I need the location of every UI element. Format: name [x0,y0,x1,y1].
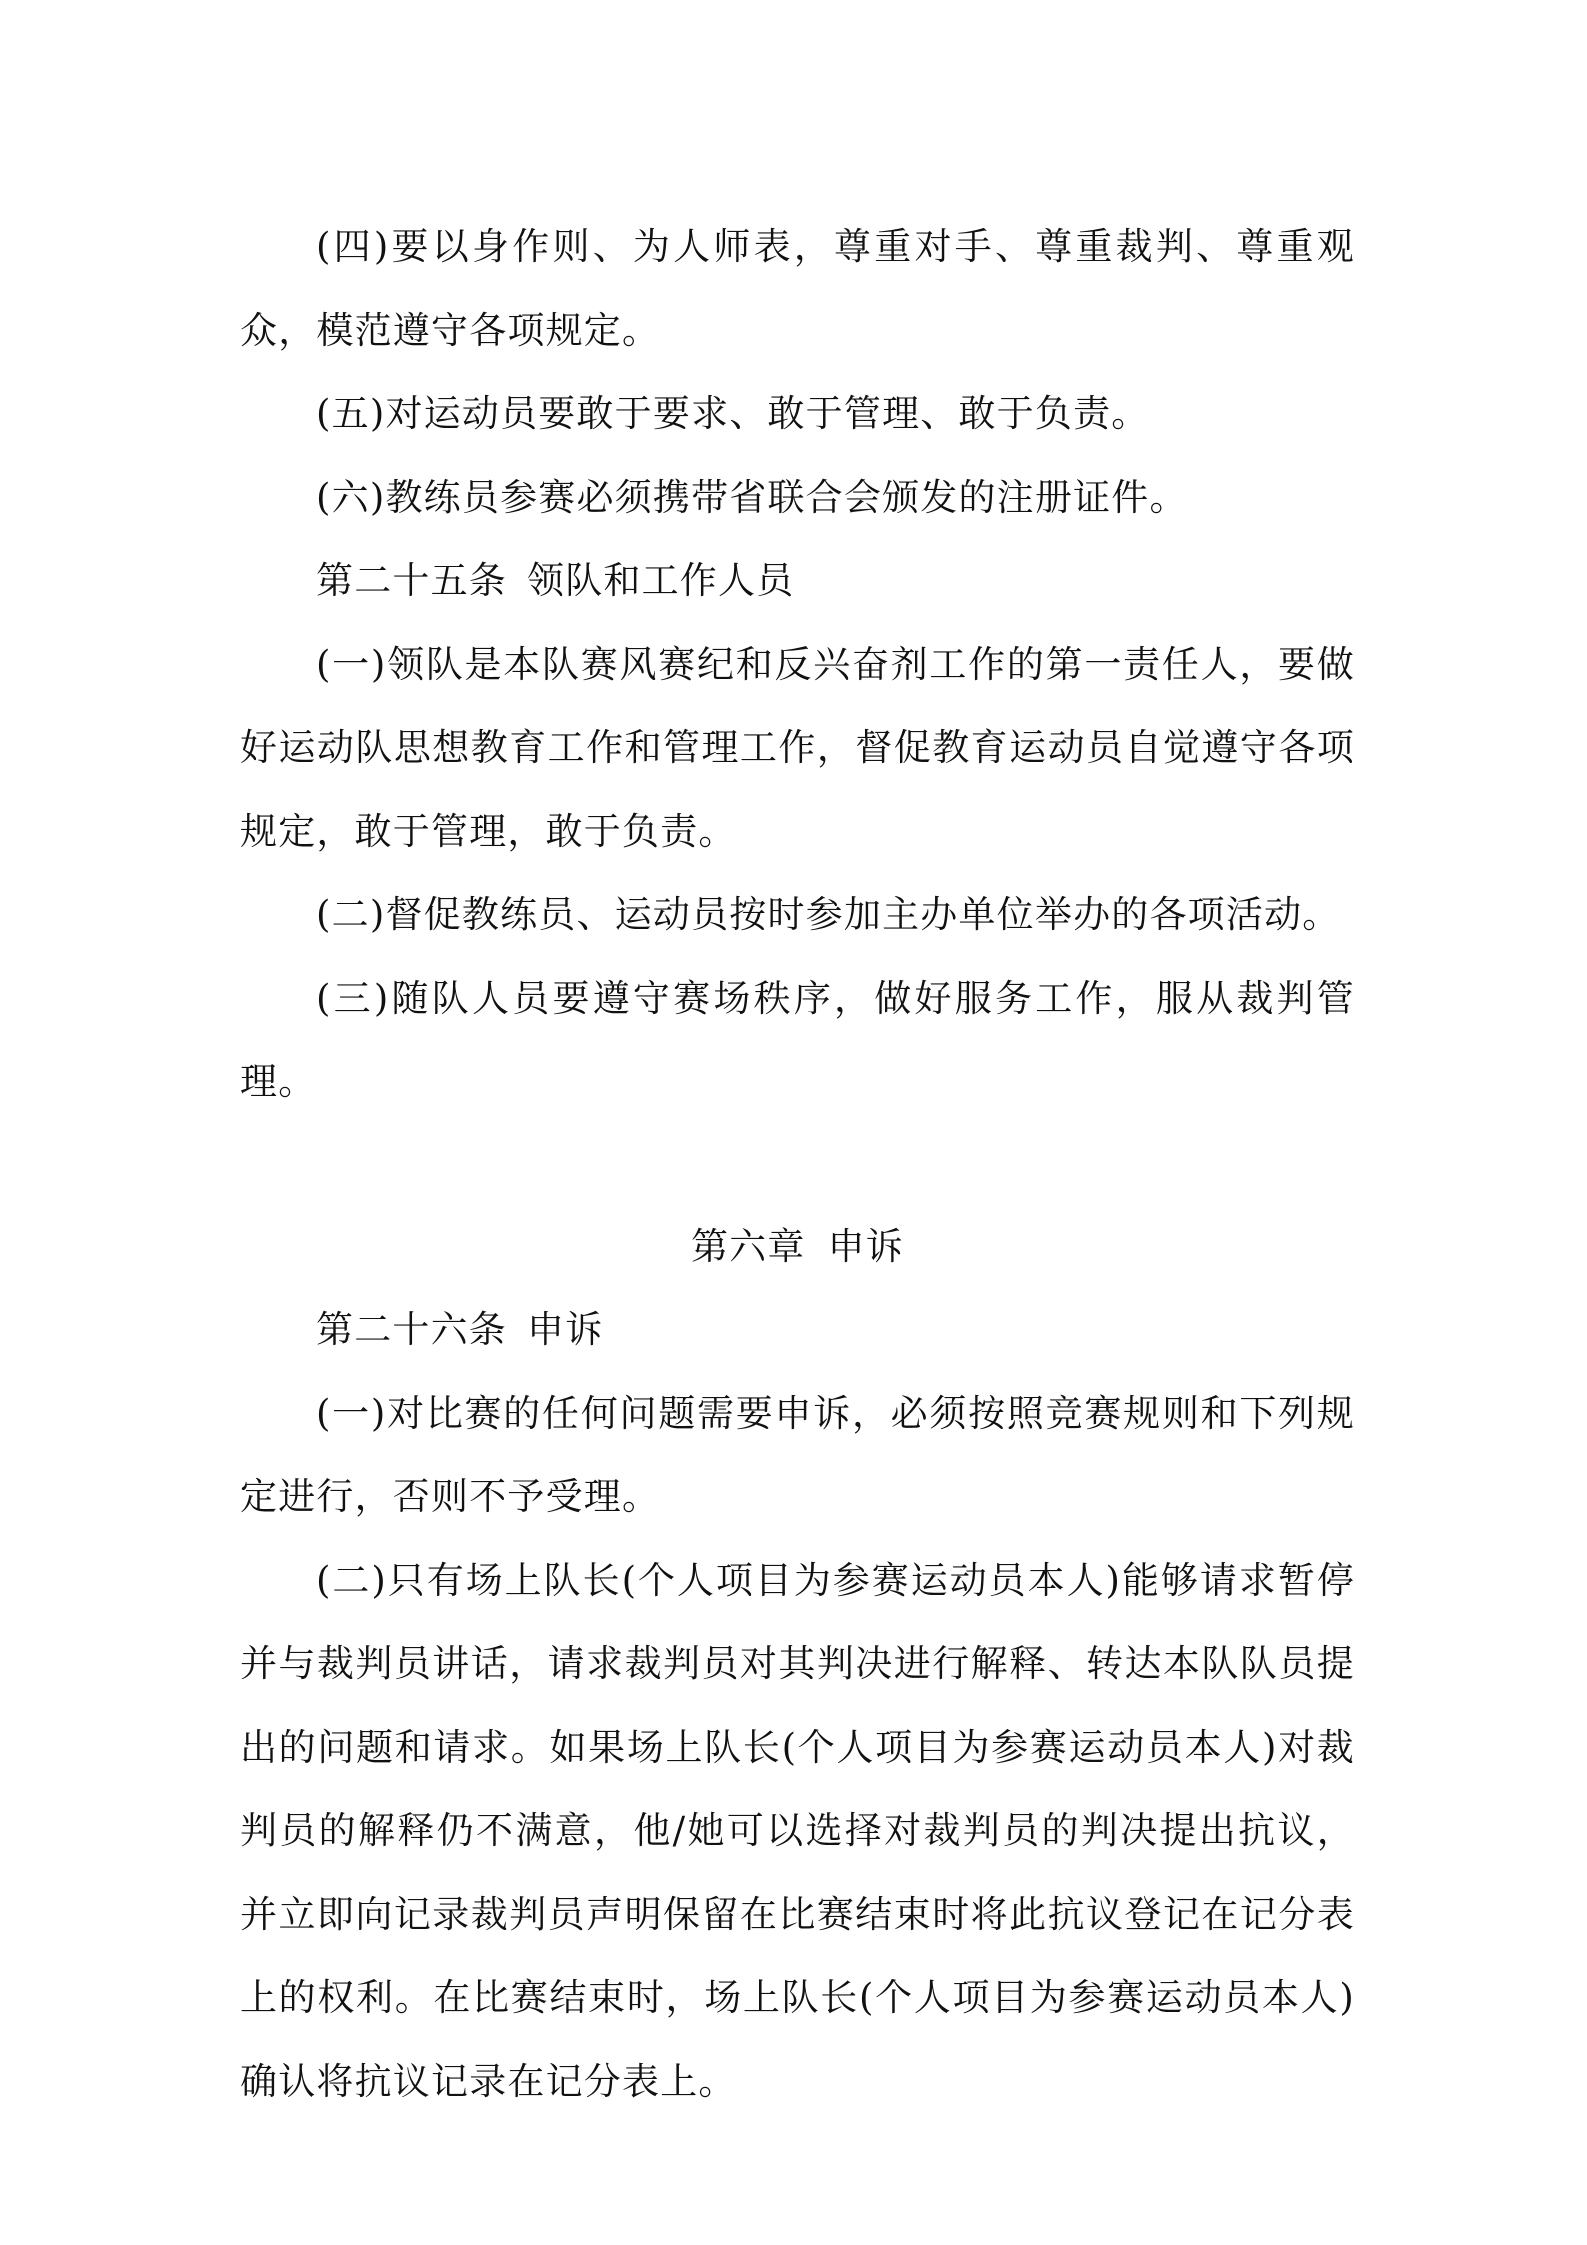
appeal-rule-2: (二)只有场上队长(个人项目为参赛运动员本人)能够请求暂停并与裁判员讲话，请求裁判员对其判决进行解释、转达本队队员提出的问题和请求。如果场上队长(个人项目为参赛运动员本人)对裁判员的解释仍不满意，他/她可以选择对裁判员的判决提出抗议，并立即向记录裁判员声明保留在比赛结束时将此抗议登记在记分表上的权利。在比赛结束时，场上队长(个人项目为参赛运动员本人)确认将抗议记录在记分表上。 [240,1558,1355,2103]
article-25-heading [240,539,1355,623]
chapter-6-title: 申诉 [827,1224,904,1268]
appeal-rule-1: (一)对比赛的任何问题需要申诉，必须按照竞赛规则和下列规定进行，否则不予受理。 [240,1391,1355,1518]
coach-rule-4: (四)要以身作则、为人师表，尊重对手、尊重裁判、尊重观众，模范遵守各项规定。 [240,225,1355,352]
coach-rule-5: (五)对运动员要敢于要求、敢于管理、敢于负责。 [316,392,1150,435]
document-body [240,205,1355,2123]
article-25-number: 第二十五条 [316,559,507,602]
chapter-6-number: 第六章 [690,1224,806,1268]
article-26-number: 第二十六条 [316,1308,507,1351]
article-25-title: 领队和工作人员 [527,559,795,602]
article-26-title: 申诉 [527,1308,604,1351]
leader-rule-1: (一)领队是本队赛风赛纪和反兴奋剂工作的第一责任人，要做好运动队思想教育工作和管理工作，督促教育运动员自觉遵守各项规定，敢于管理，敢于负责。 [240,642,1355,853]
leader-rule-2: (二)督促教练员、运动员按时参加主办单位举办的各项活动。 [316,893,1341,936]
chapter-6-heading [240,1205,1355,1289]
leader-rule-3: (三)随队人员要遵守赛场秩序，做好服务工作，服从裁判管理。 [240,976,1355,1103]
article-26-heading [240,1288,1355,1372]
coach-rule-6: (六)教练员参赛必须携带省联合会颁发的注册证件。 [316,475,1188,519]
